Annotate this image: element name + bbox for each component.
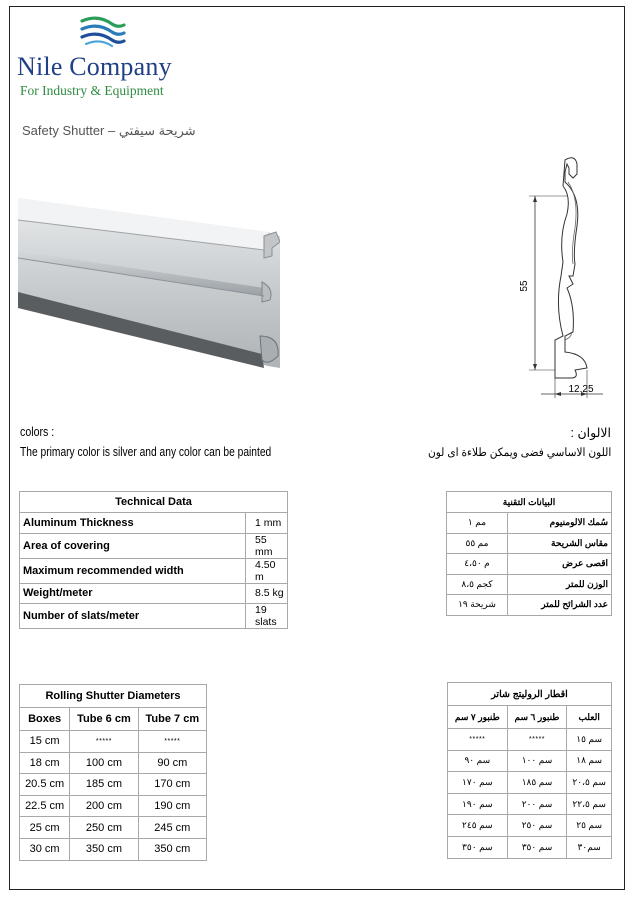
table-row xyxy=(20,795,207,817)
cell: سم ٢٥ xyxy=(567,815,612,837)
row-label: مقاس الشريحة xyxy=(508,533,612,554)
height-dimension-label: 55 xyxy=(519,280,530,292)
table-row xyxy=(447,513,612,534)
row-label: Weight/meter xyxy=(20,583,246,604)
cell: سم ٣٥٠ xyxy=(507,836,567,858)
column-header: Tube 7 cm xyxy=(138,708,206,731)
cell: 25 cm xyxy=(20,817,70,839)
table-row xyxy=(447,554,612,575)
table-row xyxy=(448,729,612,751)
column-header: Boxes xyxy=(20,708,70,731)
cell: ***** xyxy=(507,729,567,751)
company-subtitle: For Industry & Equipment xyxy=(20,83,164,98)
cell: سم ٢٠،٥ xyxy=(567,772,612,794)
table-row xyxy=(448,772,612,794)
cell: 200 cm xyxy=(70,795,138,817)
cell: ***** xyxy=(448,729,508,751)
cell: سم ١٠٠ xyxy=(507,750,567,772)
row-value: 1 mm xyxy=(246,513,288,534)
column-header: Tube 6 cm xyxy=(70,708,138,731)
colors-text-en: The primary color is silver and any color can be painted xyxy=(20,445,272,459)
cell: 15 cm xyxy=(20,731,70,753)
colors-text-ar: اللون الاساسي فضى ويمكن طلاءة اى لون xyxy=(427,447,611,459)
table-title: اقطار الروليتج شاتر xyxy=(448,683,612,706)
cell: سم ٢٠٠ xyxy=(507,793,567,815)
table-row xyxy=(447,574,612,595)
row-value: 8.5 kg xyxy=(246,583,288,604)
table-title: Rolling Shutter Diameters xyxy=(20,685,207,708)
cell: 18 cm xyxy=(20,752,70,774)
row-value: 4.50 m xyxy=(246,558,288,583)
technical-data-table-ar xyxy=(446,491,612,616)
document-title: Safety Shutter – شريحة سيفتي xyxy=(22,123,196,138)
cell: 20.5 cm xyxy=(20,774,70,796)
row-value: شريحة ١٩ xyxy=(447,595,508,616)
cell: 350 cm xyxy=(138,838,206,860)
table-row xyxy=(20,558,288,583)
row-label: Area of covering xyxy=(20,533,246,558)
row-value: 19 slats xyxy=(246,604,288,629)
table-row xyxy=(20,774,207,796)
width-dimension-label: 12.25 xyxy=(568,384,594,395)
cell: سم ١٩٠ xyxy=(448,793,508,815)
rolling-diameters-table-en xyxy=(19,684,207,861)
table-row xyxy=(20,513,288,534)
company-logo-icon xyxy=(78,16,128,48)
colors-label-ar: الالوان : xyxy=(570,426,611,440)
table-row xyxy=(20,731,207,753)
row-label: عدد الشرائح للمتر xyxy=(508,595,612,616)
row-label: الوزن للمتر xyxy=(508,574,612,595)
cell: 30 cm xyxy=(20,838,70,860)
cell: 350 cm xyxy=(70,838,138,860)
row-label: Aluminum Thickness xyxy=(20,513,246,534)
column-header: طنبور ٧ سم xyxy=(448,706,508,729)
cell: سم ٢٥٠ xyxy=(507,815,567,837)
row-label: Number of slats/meter xyxy=(20,604,246,629)
row-value: مم ٥٥ xyxy=(447,533,508,554)
table-title: Technical Data xyxy=(20,492,288,513)
cell: 250 cm xyxy=(70,817,138,839)
table-row xyxy=(448,815,612,837)
cell: 185 cm xyxy=(70,774,138,796)
cell: سم ١٨٥ xyxy=(507,772,567,794)
cell: سم ٩٠ xyxy=(448,750,508,772)
cell: 190 cm xyxy=(138,795,206,817)
cell: سم ٢٤٥ xyxy=(448,815,508,837)
table-row xyxy=(20,604,288,629)
table-row xyxy=(20,817,207,839)
table-row xyxy=(20,583,288,604)
table-row xyxy=(448,793,612,815)
rolling-diameters-table-ar xyxy=(447,682,612,859)
cell: ***** xyxy=(70,731,138,753)
row-value: كجم ٨،٥ xyxy=(447,574,508,595)
table-row xyxy=(448,836,612,858)
row-value: م ٤،٥٠ xyxy=(447,554,508,575)
table-row xyxy=(448,750,612,772)
table-row xyxy=(20,752,207,774)
table-row xyxy=(447,595,612,616)
row-label: Maximum recommended width xyxy=(20,558,246,583)
shutter-slat-photo xyxy=(18,196,280,372)
row-label: اقصى عرض xyxy=(508,554,612,575)
cell: 90 cm xyxy=(138,752,206,774)
cell: سم ٢٢،٥ xyxy=(567,793,612,815)
row-label: سُمك الالومنيوم xyxy=(508,513,612,534)
cell: ***** xyxy=(138,731,206,753)
cell: سم ١٧٠ xyxy=(448,772,508,794)
cell: سم ١٥ xyxy=(567,729,612,751)
table-row xyxy=(447,533,612,554)
technical-data-table-en xyxy=(19,491,288,629)
cell: 245 cm xyxy=(138,817,206,839)
table-row xyxy=(20,533,288,558)
table-title: البيانات التقنية xyxy=(447,492,612,513)
cell: 100 cm xyxy=(70,752,138,774)
cell: سم٣٠ xyxy=(567,836,612,858)
column-header: العلب xyxy=(567,706,612,729)
company-name: Nile Company xyxy=(17,52,172,81)
cell: سم ٣٥٠ xyxy=(448,836,508,858)
row-value: مم ١ xyxy=(447,513,508,534)
colors-label-en: colors : xyxy=(20,425,55,439)
cell: 22.5 cm xyxy=(20,795,70,817)
cell: سم ١٨ xyxy=(567,750,612,772)
table-row xyxy=(20,838,207,860)
cell: 170 cm xyxy=(138,774,206,796)
row-value: 55 mm xyxy=(246,533,288,558)
column-header: طنبور ٦ سم xyxy=(507,706,567,729)
profile-drawing xyxy=(515,156,610,406)
